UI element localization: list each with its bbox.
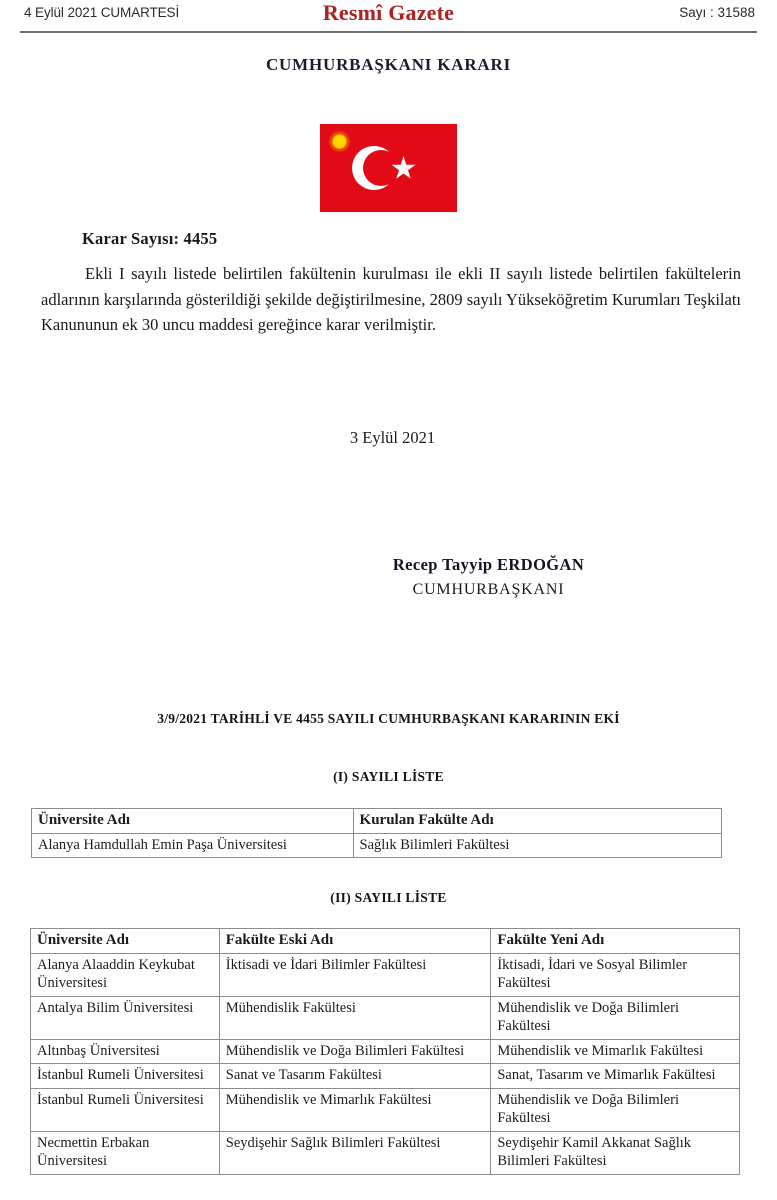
signatory-name: Recep Tayyip ERDOĞAN [392, 555, 585, 574]
table-cell-university: İstanbul Rumeli Üniversitesi [31, 1064, 220, 1089]
turkish-flag-icon [320, 124, 457, 212]
table-cell-new-faculty: Mühendislik ve Mimarlık Fakültesi [491, 1039, 740, 1064]
table-cell-new-faculty: Seydişehir Kamil Akkanat Sağlık Bilimleri Fakültesi [491, 1131, 740, 1174]
crescent-inner-shape [363, 150, 399, 186]
table-row [31, 1039, 740, 1064]
table-column-header: Üniversite Adı [32, 809, 354, 834]
table-row [31, 996, 740, 1039]
table-column-header: Fakülte Eski Adı [219, 929, 491, 954]
table-cell-old-faculty: Mühendislik ve Doğa Bilimleri Fakültesi [219, 1039, 491, 1064]
table-cell-old-faculty: Sanat ve Tasarım Fakültesi [219, 1064, 491, 1089]
annex-title: 3/9/2021 TARİHLİ VE 4455 SAYILI CUMHURBAŞKANI KARARININ EKİ [157, 711, 620, 726]
table-cell-university: Alanya Hamdullah Emin Paşa Üniversitesi [32, 833, 354, 858]
table-header-row [32, 809, 722, 834]
table-cell-university: Altınbaş Üniversitesi [31, 1039, 220, 1064]
masthead-title: Resmî Gazete [322, 0, 455, 25]
table-cell-new-faculty: Sağlık Bilimleri Fakültesi [353, 833, 721, 858]
page-title: CUMHURBAŞKANI KARARI [265, 55, 512, 74]
table-cell-university: Alanya Alaaddin Keykubat Üniversitesi [31, 953, 220, 996]
table-cell-new-faculty: Sanat, Tasarım ve Mimarlık Fakültesi [491, 1064, 740, 1089]
table-cell-old-faculty: Seydişehir Sağlık Bilimleri Fakültesi [219, 1131, 491, 1174]
table-cell-university: Antalya Bilim Üniversitesi [31, 996, 220, 1039]
table-cell-old-faculty: İktisadi ve İdari Bilimler Fakültesi [219, 953, 491, 996]
table-column-header: Kurulan Fakülte Adı [353, 809, 721, 834]
table-row [31, 1064, 740, 1089]
list-two-title: (II) SAYILI LİSTE [330, 890, 447, 905]
masthead-divider [20, 31, 757, 33]
decision-date: 3 Eylül 2021 [349, 428, 436, 447]
table-column-header: Üniversite Adı [31, 929, 220, 954]
masthead-date: 4 Eylül 2021 CUMARTESİ [24, 5, 180, 20]
table-cell-university: Necmettin Erbakan Üniversitesi [31, 1131, 220, 1174]
table-cell-old-faculty: Mühendislik ve Mimarlık Fakültesi [219, 1088, 491, 1131]
list-one-table [31, 808, 722, 858]
table-row [31, 953, 740, 996]
signature-block [0, 555, 777, 599]
table-row [31, 1088, 740, 1131]
decision-number: Karar Sayısı: 4455 [82, 229, 218, 248]
table-cell-old-faculty: Mühendislik Fakültesi [219, 996, 491, 1039]
table-header-row [31, 929, 740, 954]
table-row [31, 1131, 740, 1174]
table-cell-new-faculty: Mühendislik ve Doğa Bilimleri Fakültesi [491, 996, 740, 1039]
table-cell-new-faculty: Mühendislik ve Doğa Bilimleri Fakültesi [491, 1088, 740, 1131]
masthead-issue-number: Sayı : 31588 [679, 5, 755, 20]
signatory-role: CUMHURBAŞKANI [412, 581, 565, 598]
list-one-title: (I) SAYILI LİSTE [333, 769, 444, 784]
table-column-header: Fakülte Yeni Adı [491, 929, 740, 954]
decision-body-paragraph: Ekli I sayılı listede belirtilen fakültenin kurulması ile ekli II sayılı listede belirtilen fakültelerin adlarının karşılarında gösterildiği şekilde değiştirilmesine, 2809 sayılı Yükseköğretim Kurumları Teşkilatı Kanununun ek 30 uncu maddesi gereğince karar verilmiştir. [41, 264, 741, 334]
table-cell-university: İstanbul Rumeli Üniversitesi [31, 1088, 220, 1131]
masthead [0, 0, 777, 34]
sun-emblem-icon [331, 133, 348, 150]
list-two-table [30, 928, 740, 1175]
table-cell-new-faculty: İktisadi, İdari ve Sosyal Bilimler Fakültesi [491, 953, 740, 996]
table-row [32, 833, 722, 858]
